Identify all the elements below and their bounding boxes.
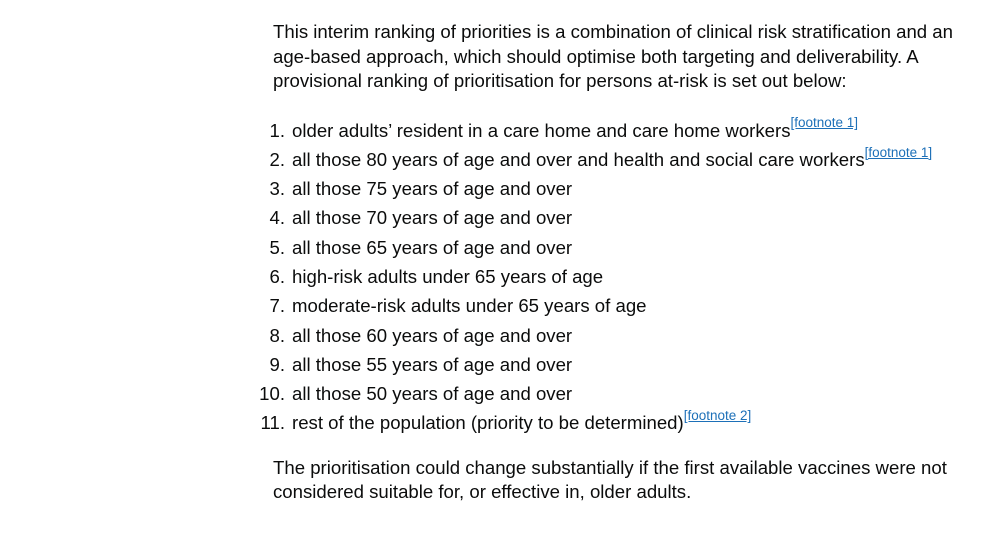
list-item-text: all those 60 years of age and over — [292, 324, 573, 346]
list-item-number: 4. — [269, 207, 285, 229]
intro-paragraph: This interim ranking of priorities is a combination of clinical risk stratification and an age-based approach, which should optimise both targeting and deliverability. A provisional ranking of prioritisation for persons at-risk is set out below: — [273, 21, 953, 91]
list-item — [260, 408, 963, 437]
list-item — [269, 174, 963, 203]
list-item-number: 7. — [269, 295, 285, 317]
list-item — [269, 291, 963, 320]
list-item-text: rest of the population (priority to be determined) — [292, 412, 684, 434]
list-item — [259, 379, 963, 408]
list-item-number: 6. — [269, 265, 285, 287]
document-body — [259, 20, 963, 505]
list-item-text: all those 70 years of age and over — [292, 207, 573, 229]
list-item-number: 1. — [269, 119, 285, 141]
list-item — [269, 115, 963, 145]
footnote-ref — [684, 408, 752, 423]
list-item-text: all those 80 years of age and over and health and social care workers — [292, 148, 865, 170]
list-item-text: high-risk adults under 65 years of age — [292, 265, 604, 287]
list-item-number: 3. — [269, 178, 285, 200]
list-item — [269, 321, 963, 350]
list-item-number: 11. — [260, 412, 285, 434]
footnote-link[interactable]: [footnote 1] — [864, 144, 933, 160]
footnote-link[interactable]: [footnote 1] — [790, 115, 859, 131]
list-item-text: moderate-risk adults under 65 years of age — [292, 295, 647, 317]
list-item-number: 2. — [269, 148, 285, 170]
closing-paragraph: The prioritisation could change substantially if the first available vaccines were not considered suitable for, or effective in, older adults. — [273, 456, 947, 503]
list-item-number: 9. — [269, 353, 285, 375]
list-item-number: 5. — [269, 236, 285, 258]
priority-list — [259, 115, 963, 438]
list-item-text: all those 75 years of age and over — [292, 178, 573, 200]
list-item — [269, 144, 963, 174]
footnote-link[interactable]: [footnote 2] — [683, 408, 752, 424]
list-item-text: all those 65 years of age and over — [292, 236, 573, 258]
list-item — [269, 233, 963, 262]
list-item-number: 10. — [259, 383, 285, 405]
list-item-text: all those 55 years of age and over — [292, 353, 573, 375]
list-item-number: 8. — [269, 324, 285, 346]
list-item — [269, 203, 963, 232]
footnote-ref — [865, 145, 933, 160]
footnote-ref — [791, 115, 859, 130]
list-item — [269, 350, 963, 379]
list-item — [269, 262, 963, 291]
list-item-text: older adults’ resident in a care home and care home workers — [292, 119, 791, 141]
list-item-text: all those 50 years of age and over — [292, 383, 573, 405]
